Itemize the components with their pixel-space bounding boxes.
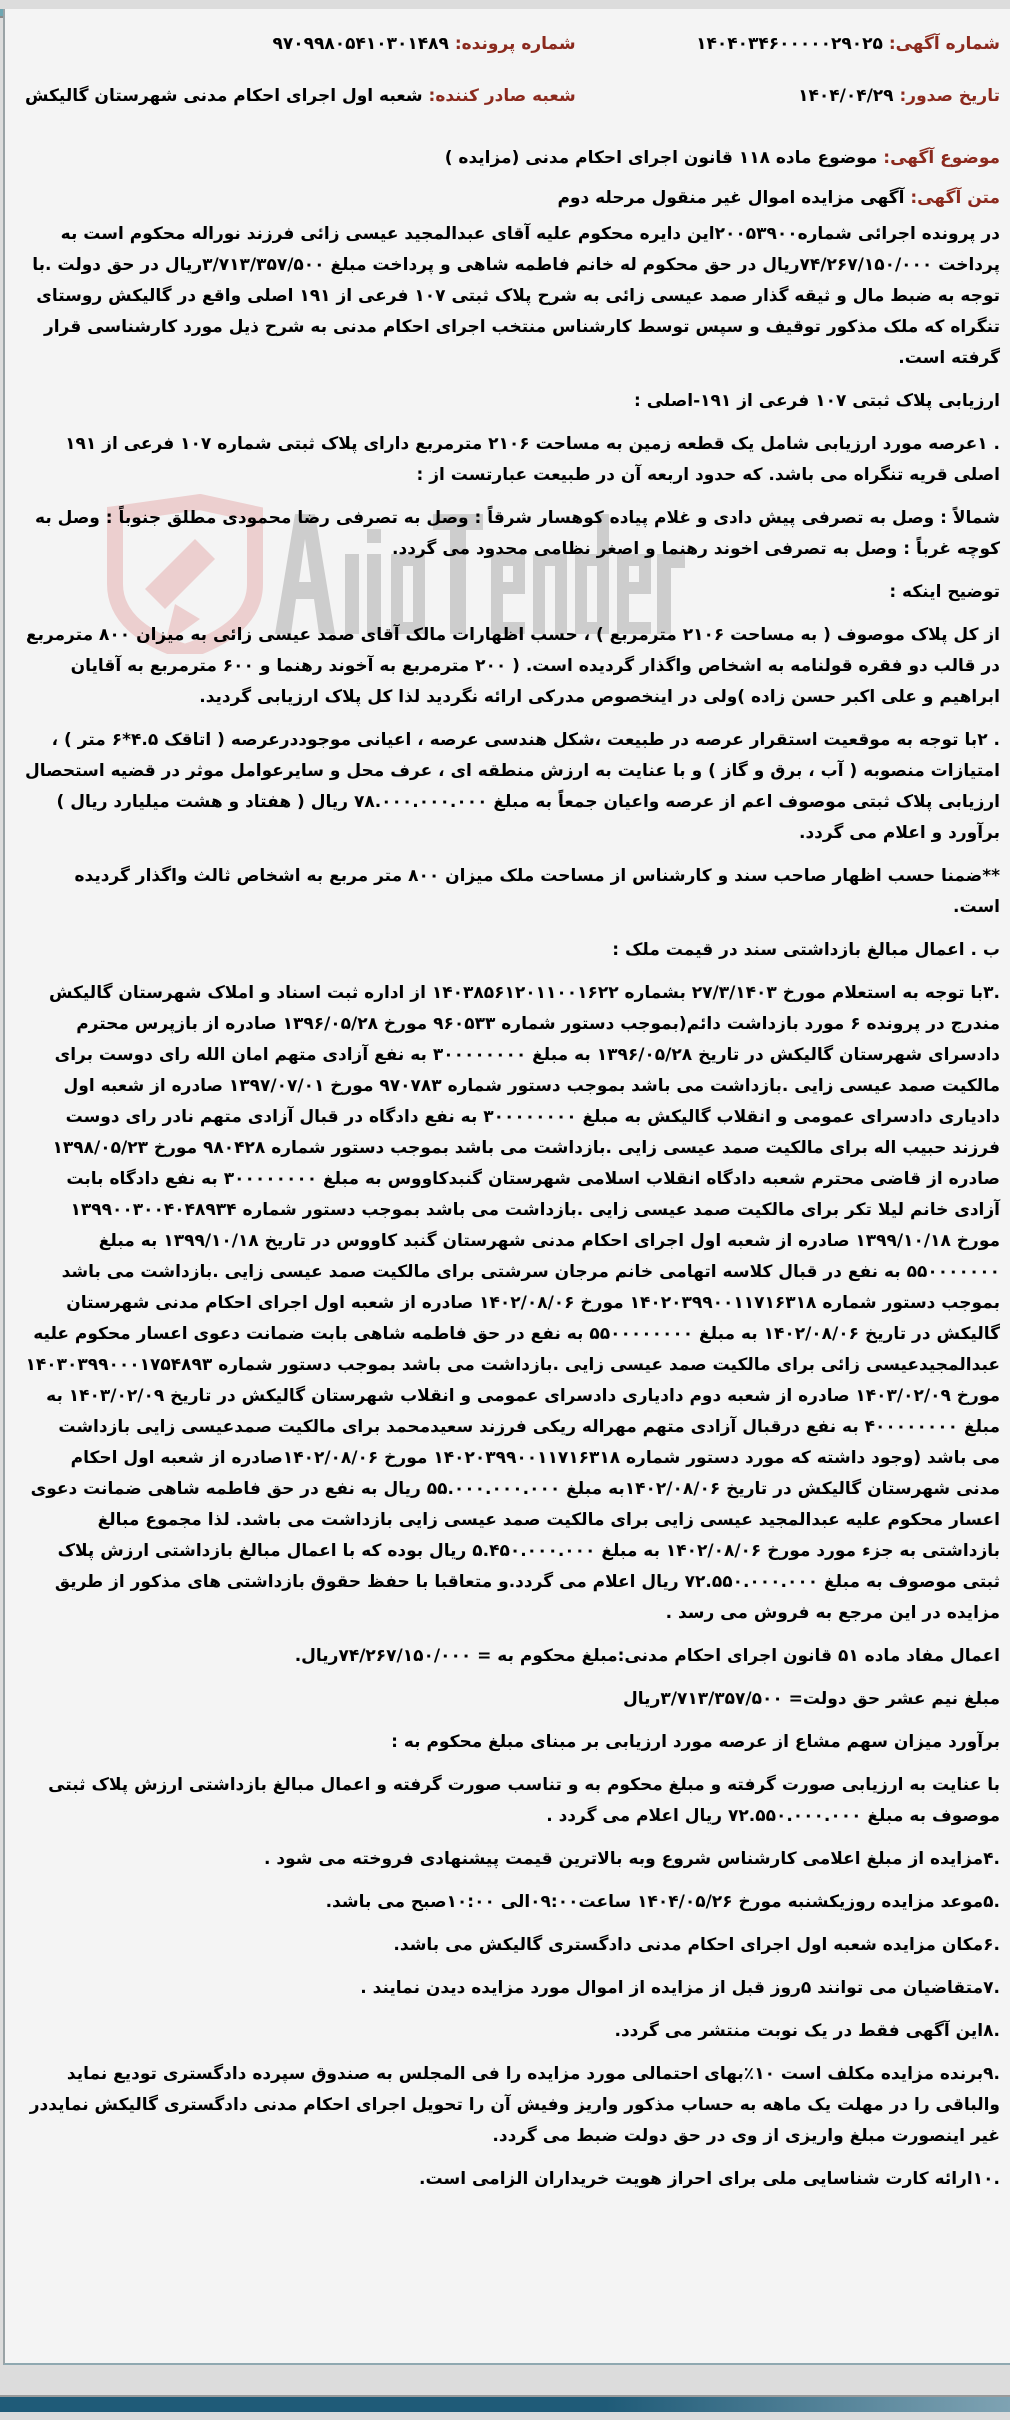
file-number-row (25, 29, 576, 59)
issuer-label: شعبه صادر کننده: (428, 86, 576, 106)
meta-column-right (576, 29, 1000, 133)
paragraph-item-5: .۵موعد مزایده روزیکشنبه مورخ ۱۴۰۴/۰۵/۲۶ ساعت۰۹:۰۰الی ۱۰:۰۰صبح می باشد. (325, 1892, 1000, 1912)
paragraph-explanation-heading: توضیح اینکه : (889, 582, 1000, 602)
issuer: شعبه اول اجرای احکام مدنی شهرستان گالیکش (25, 86, 423, 106)
paragraph-item-7: .۷متقاضیان می توانند ۵روز قبل از مزایده از اموال مورد مزایده دیدن نمایند . (360, 1978, 1000, 1998)
paragraph-final-value: با عنایت به ارزیابی صورت گرفته و مبلغ محکوم به و تناسب صورت گرفته و اعمال مبالغ بازداشتی ارزش پلاک ثبتی موصوف به مبلغ ۷۲.۵۵۰.۰۰۰.۰۰۰ ریال اعلام می گردد . (48, 1775, 1000, 1826)
meta-grid (25, 29, 1000, 133)
window-bottom-bar (0, 2395, 1010, 2412)
paragraph-item-2: . ۲با توجه به موقعیت استقرار عرصه در طبیعت ،شکل هندسی عرصه ، اعیانی موجوددرعرصه ( اتاقک ۴.۵*۶ متر ) ، امتیازات منصوبه ( آب ، برق و گاز ) و با عنایت به ارزش منطقه ای ، عرف محل و سایرعوامل موثر در قضیه استحصال ارزیابی پلاک ثبتی موصوف اعم از عرصه واعیان جمعاً به مبلغ ۷۸.۰۰۰.۰۰۰.۰۰۰ ریال ( هفتاد و هشت میلیارد ریال ) برآورد و اعلام می گردد. (25, 730, 1000, 843)
paragraph-item-6: .۶مکان مزایده شعبه اول اجرای احکام مدنی دادگستری گالیکش می باشد. (393, 1935, 1000, 1955)
subject: موضوع ماده ۱۱۸ قانون اجرای احکام مدنی (مزایده ) (444, 148, 878, 168)
paragraph-item-3: .۳با توجه به استعلام مورخ ۲۷/۳/۱۴۰۳ بشماره ۱۴۰۳۸۵۶۱۲۰۱۱۰۰۱۶۲۲ از اداره ثبت اسناد و املاک شهرستان گالیکش مندرج در پرونده ۶ مورد بازداشت دائم(بموجب دستور شماره ۹۶۰۵۳۳ مورخ ۱۳۹۶/۰۵/۲۸ صادره از بازپرس محترم دادسرای شهرستان گالیکش در تاریخ ۱۳۹۶/۰۵/۲۸ به مبلغ ۳۰۰۰۰۰۰۰۰ به نفع آزادی متهم امان الله رای دوست برای مالکیت صمد عیسی زایی .بازداشت می باشد بموجب دستور شماره ۹۷۰۷۸۳ مورخ ۱۳۹۷/۰۷/۰۱ صادره از شعبه اول دادیاری دادسرای عمومی و انقلاب گالیکش به مبلغ ۳۰۰۰۰۰۰۰۰ به نفع دادگاه در قبال آزادی متهم نادر رای دوست فرزند حبیب اله برای مالکیت صمد عیسی زایی .بازداشت می باشد بموجب دستور شماره ۹۸۰۴۲۸ مورخ ۱۳۹۸/۰۵/۲۳ صادره از قاضی محترم شعبه دادگاه انقلاب اسلامی شهرستان گنبدکاووس به مبلغ ۳۰۰۰۰۰۰۰۰ به نفع دادگاه بابت آزادی خانم لیلا تکر برای مالکیت صمد عیسی زایی .بازداشت می باشد بموجب دستور شماره ۱۳۹۹۰۰۳۰۰۴۰۴۸۹۳۴ مورخ ۱۳۹۹/۱۰/۱۸ صادره از شعبه اول اجرای احکام مدنی شهرستان گنبد کاووس در تاریخ ۱۳۹۹/۱۰/۱۸ به مبلغ ۵۵۰۰۰۰۰۰۰ به نفع در قبال کلاسه اتهامی خانم مرجان سرشتی برای مالکیت صمد عیسی زایی .بازداشت می باشد بموجب دستور شماره ۱۴۰۲۰۳۹۹۰۰۱۱۷۱۶۳۱۸ مورخ ۱۴۰۲/۰۸/۰۶ صادره از شعبه اول اجرای احکام مدنی شهرستان گالیکش در تاریخ ۱۴۰۲/۰۸/۰۶ به مبلغ ۵۵۰۰۰۰۰۰۰۰ به نفع در حق فاطمه شاهی بابت ضمانت دعوی اعسار محکوم علیه عبدالمجیدعیسی زائی برای مالکیت صمد عیسی زایی .بازداشت می باشد بموجب دستور شماره ۱۴۰۳۰۳۹۹۰۰۰۱۷۵۴۸۹۳ مورخ ۱۴۰۳/۰۲/۰۹ صادره از شعبه دوم دادیاری دادسرای عمومی و انقلاب شهرستان گالیکش در تاریخ ۱۴۰۳/۰۲/۰۹ به مبلغ ۴۰۰۰۰۰۰۰۰ به نفع درقبال آزادی متهم مهراله ریکی فرزند سعیدمحمد برای مالکیت صمدعیسی زایی بازداشت می باشد (وجود داشته که مورد دستور شماره ۱۴۰۲۰۳۹۹۰۰۱۱۷۱۶۳۱۸ مورخ ۱۴۰۲/۰۸/۰۶صادره از شعبه اول احکام مدنی شهرستان گالیکش در تاریخ ۱۴۰۲/۰۸/۰۶به مبلغ ۵۵.۰۰۰.۰۰۰.۰۰۰ ریال به نفع در حق فاطمه شاهی ضمانت دعوی اعسار محکوم علیه عبدالمجید عیسی زایی برای مالکیت صمد عیسی زایی بازداشت می باشد. لذا مجموع مبالغ بازداشتی به جزء مورد مورخ ۱۴۰۲/۰۸/۰۶ به مبلغ ۵.۴۵۰.۰۰۰.۰۰۰ ریال بوده که با اعمال مبالغ بازداشتی ارزش پلاک ثبتی موصوف به مبلغ ۷۲.۵۵۰.۰۰۰.۰۰۰ ریال اعلام می گردد.و متعاقبا با حفظ حقوق بازداشتی های مذکور از طریق مزایده در این مرجع به فروش می رسد . (25, 983, 1000, 1623)
issue-date-label: تاریخ صدور: (899, 86, 1000, 106)
issue-date-row (576, 81, 1000, 111)
paragraph-government-share: مبلغ نیم عشر حق دولت= ۳/۷۱۳/۳۵۷/۵۰۰ریال (623, 1689, 1000, 1709)
ad-number: ۱۴۰۴۰۳۴۶۰۰۰۰۰۲۹۰۲۵ (696, 34, 883, 54)
ad-number-label: شماره آگهی: (888, 34, 1000, 54)
paragraph-item-10: .۱۰ارائه کارت شناسایی ملی برای احراز هویت خریداران الزامی است. (419, 2169, 1000, 2189)
paragraph-item-1: . ۱عرصه مورد ارزیابی شامل یک قطعه زمین به مساحت ۲۱۰۶ مترمربع دارای پلاک ثبتی شماره ۱۰۷ فرعی از ۱۹۱ اصلی قریه تنگراه می باشد. که حدود اربعه آن در طبیعت عبارتست از : (65, 434, 1000, 485)
paragraph-note: **ضمنا حسب اظهار صاحب سند و کارشناس از مساحت ملک میزان ۸۰۰ متر مربع به اشخاص ثالث واگذار گردیده است. (74, 866, 1000, 917)
file-number-label: شماره پرونده: (454, 34, 576, 54)
paragraph-case: در پرونده اجرائی شماره۲۰۰۵۳۹۰۰این دایره محکوم علیه آقای عبدالمجید عیسی زائی فرزند نوراله محکوم است به پرداخت ۷۴/۲۶۷/۱۵۰/۰۰۰ریال در حق محکوم له خانم فاطمه شاهی و پرداخت مبلغ ۳/۷۱۳/۳۵۷/۵۰۰ریال در حق دولت .با توجه به ضبط مال و ثیقه گذار صمد عیسی زائی به شرح پلاک ثبتی ۱۰۷ فرعی از ۱۹۱ اصلی واقع در گالیکش روستای تنگراه که ملک مذکور توقیف و سپس توسط کارشناس منتخب اجرای احکام مدنی به شرح ذیل مورد کارشناسی قرار گرفته است. (32, 224, 1000, 368)
text-title-row (25, 183, 1000, 213)
notice-content (25, 29, 1000, 2195)
paragraph-share-estimate: برآورد میزان سهم مشاع از عرصه مورد ارزیابی بر مبنای مبلغ محکوم به : (391, 1732, 1000, 1752)
notice-panel (3, 9, 1010, 2365)
subject-label: موضوع آگهی: (883, 148, 1000, 168)
paragraph-article-51: اعمال مفاد ماده ۵۱ قانون اجرای احکام مدنی:مبلغ محکوم به = ۷۴/۲۶۷/۱۵۰/۰۰۰ریال. (294, 1646, 1000, 1666)
paragraph-boundaries: شمالاً : وصل به تصرفی پیش دادی و غلام پیاده کوهسار شرقاً : وصل به تصرفی رضا محمودی مطلق جنوباً : وصل به کوچه غرباً : وصل به تصرفی اخوند رهنما و اصغر نظامی محدود می گردد. (35, 508, 1000, 559)
paragraph-section-b: ب . اعمال مبالغ بازداشتی سند در قیمت ملک : (612, 940, 1000, 960)
meta-column-left (25, 29, 576, 133)
subject-row (25, 143, 1000, 173)
paragraph-appraisal-heading: ارزیابی پلاک ثبتی ۱۰۷ فرعی از ۱۹۱-اصلی : (633, 391, 1000, 411)
issue-date: ۱۴۰۴/۰۴/۲۹ (798, 86, 894, 106)
text-title: آگهی مزایده اموال غیر منقول مرحله دوم (557, 188, 905, 208)
text-label: متن آگهی: (910, 188, 1000, 208)
paragraph-item-4: .۴مزایده از مبلغ اعلامی کارشناس شروع وبه بالاترین قیمت پیشنهادی فروخته می شود . (263, 1849, 1000, 1869)
issuer-row (25, 81, 576, 111)
paragraph-item-8: .۸این آگهی فقط در یک نوبت منتشر می گردد. (614, 2021, 1000, 2041)
file-number: ۹۷۰۹۹۸۰۵۴۱۰۳۰۱۴۸۹ (272, 34, 449, 54)
paragraph-item-9: .۹برنده مزایده مکلف است ۱۰٪بهای احتمالی مورد مزایده را فی المجلس به صندوق سپرده دادگستری تودیع نماید والباقی را در مهلت یک ماهه به حساب مذکور واریز وفیش آن را تحویل اجرای احکام مدنی دادگستری گالیکش نمایددر غیر اینصورت مبلغ واریزی از وی در حق دولت ضبط می گردد. (29, 2064, 1000, 2146)
paragraph-explanation: از کل پلاک موصوف ( به مساحت ۲۱۰۶ مترمربع ) ، حسب اظهارات مالک آقای صمد عیسی زائی به میزان ۸۰۰ مترمربع در قالب دو فقره قولنامه به اشخاص واگذار گردیده است. ( ۲۰۰ مترمربع به آخوند رهنما و ۶۰۰ مترمربع به آقایان ابراهیم و علی اکبر حسن زاده )ولی در اینخصوص مدرکی ارائه نگردید لذا کل پلاک ارزیابی گردید. (25, 625, 1000, 707)
ad-number-row (576, 29, 1000, 59)
